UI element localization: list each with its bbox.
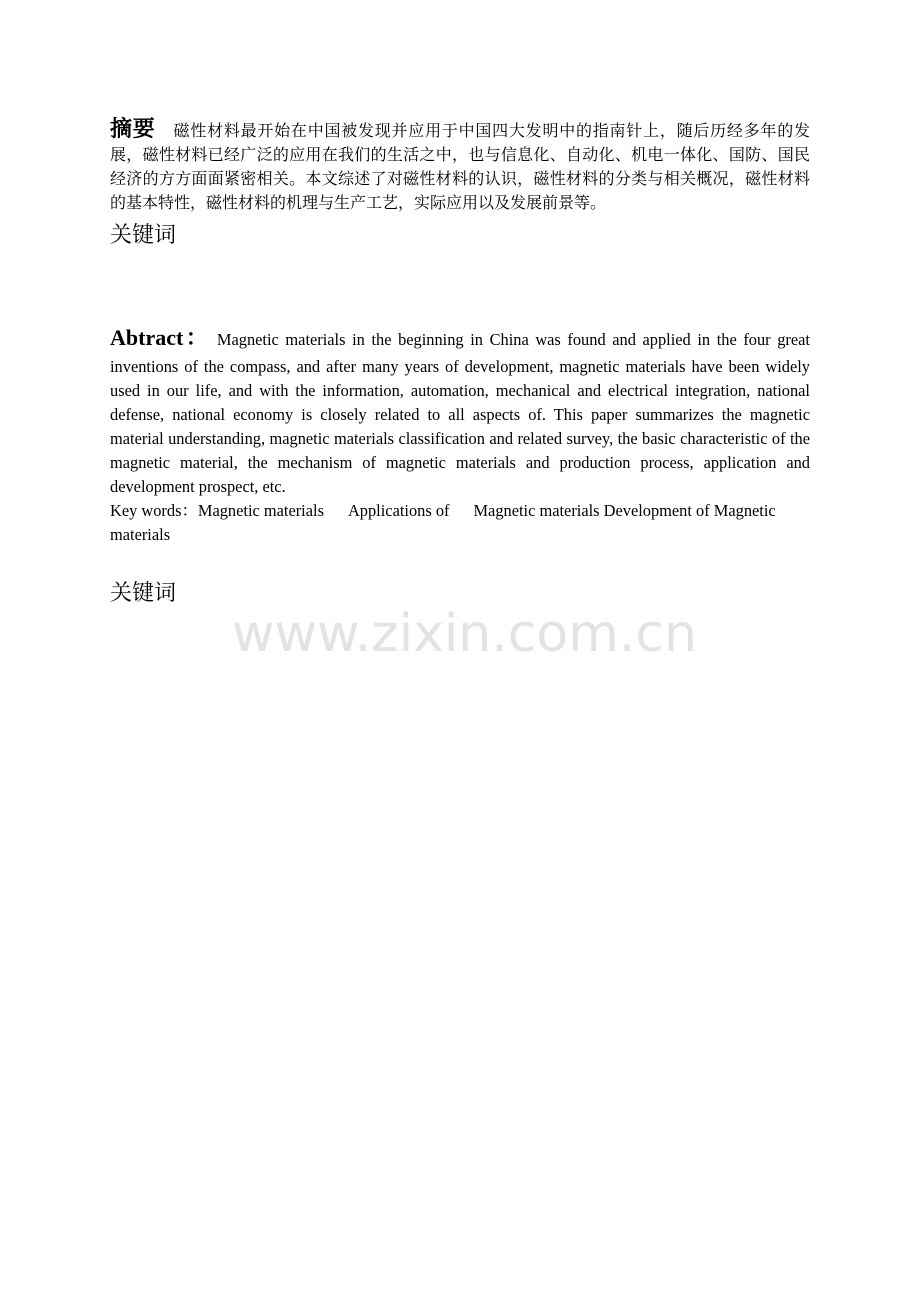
abstract-cn-text: 磁性材料最开始在中国被发现并应用于中国四大发明中的指南针上，随后历经多年的发展，磁性材料已经广泛的应用在我们的生活之中，也与信息化、自动化、机电一体化、国防、国民经济的方方面面紧密相关。本文综述了对磁性材料的认识，磁性材料的分类与相关概况，磁性材料的基本特性，磁性材料的机理与生产工艺，实际应用以及发展前景等。 [110,121,810,212]
keywords-cn-heading-2: 关键词 [110,581,177,606]
keywords-en-label: Key words： [110,501,198,520]
keywords-cn-heading: 关键词 [110,223,177,248]
abstract-en-heading: Abtract： [110,325,211,350]
keywords-en-line [110,499,810,547]
document-page [110,118,810,611]
abstract-cn-paragraph [110,118,810,215]
abstract-en-paragraph [110,321,810,499]
keyword-item: Magnetic materials Development of Magnetic materials [110,501,776,544]
keyword-item: Magnetic materials [197,501,324,520]
watermark-text: www.zixin.com.cn [232,604,697,664]
abstract-en-text: Magnetic materials in the beginning in China was found and applied in the four great inventions of the compass, and after many years of development, magnetic materials have been widely used in our life, and with the information, automation, mechanical and electrical integration, national defense, national economy is closely related to all aspects of. This paper summarizes the magnetic material understanding, magnetic materials classification and related survey, the basic characteristic of the magnetic material, the mechanism of magnetic materials and production process, application and development prospect, etc. [110,330,810,496]
abstract-cn-heading: 摘要 [110,117,156,142]
keyword-item: Applications of [347,501,450,520]
